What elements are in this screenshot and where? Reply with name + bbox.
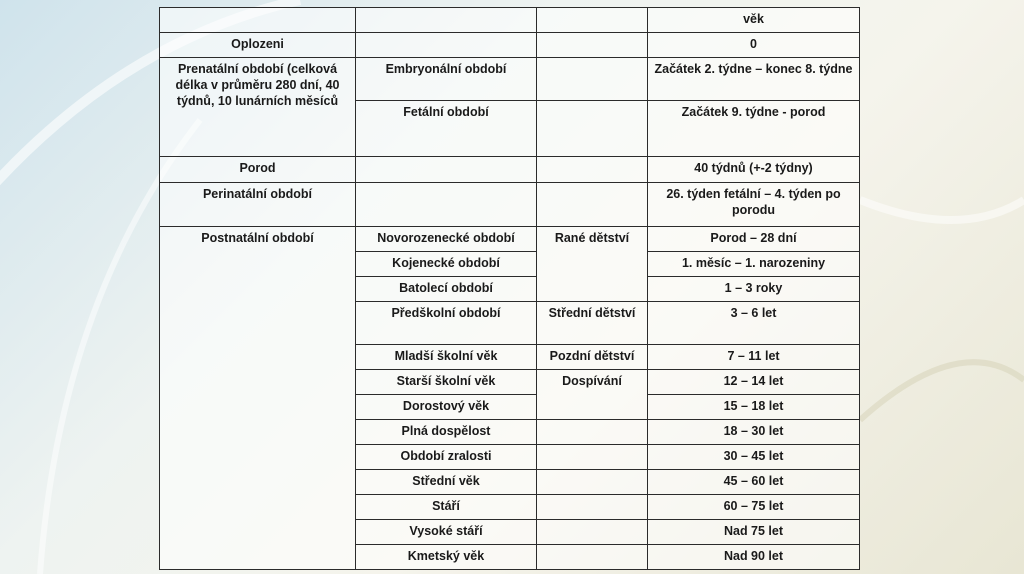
period-age: 60 – 75 let: [648, 495, 860, 520]
period-age: 30 – 45 let: [648, 445, 860, 470]
header-row: [160, 8, 860, 33]
embryo-label: Embryonální období: [356, 58, 537, 101]
porod-age: 40 týdnů (+-2 týdny): [648, 157, 860, 183]
table-row: [160, 58, 860, 101]
empty-cell: [537, 101, 648, 157]
table-row: [160, 33, 860, 58]
period-age: 7 – 11 let: [648, 345, 860, 370]
empty-cell: [537, 470, 648, 495]
period-label: Střední věk: [356, 470, 537, 495]
period-age: Nad 75 let: [648, 520, 860, 545]
perinatal-age: 26. týden fetální – 4. týden po porodu: [648, 183, 860, 227]
dospivani-label: Dospívání: [537, 370, 648, 420]
table-row: [160, 183, 860, 227]
header-age: věk: [648, 8, 860, 33]
porod-label: Porod: [160, 157, 356, 183]
stredni-detstvi-label: Střední dětství: [537, 302, 648, 345]
oplozeni-label: Oplozeni: [160, 33, 356, 58]
empty-cell: [537, 545, 648, 570]
period-label: Starší školní věk: [356, 370, 537, 395]
period-age: 3 – 6 let: [648, 302, 860, 345]
period-age: 12 – 14 let: [648, 370, 860, 395]
period-label: Předškolní období: [356, 302, 537, 345]
empty-cell: [356, 183, 537, 227]
fetal-age: Začátek 9. týdne - porod: [648, 101, 860, 157]
empty-cell: [537, 58, 648, 101]
empty-cell: [356, 33, 537, 58]
period-label: Plná dospělost: [356, 420, 537, 445]
period-label: Vysoké stáří: [356, 520, 537, 545]
postnatal-label: Postnatální období: [160, 227, 356, 570]
empty-cell: [537, 420, 648, 445]
empty-cell: [356, 157, 537, 183]
embryo-age: Začátek 2. týdne – konec 8. týdne: [648, 58, 860, 101]
prenatal-label: Prenatální období (celková délka v průměru 280 dní, 40 týdnů, 10 lunárních měsíců: [160, 58, 356, 157]
period-age: Nad 90 let: [648, 545, 860, 570]
period-age: Porod – 28 dní: [648, 227, 860, 252]
fetal-label: Fetální období: [356, 101, 537, 157]
period-age: 1. měsíc – 1. narozeniny: [648, 252, 860, 277]
oplozeni-age: 0: [648, 33, 860, 58]
perinatal-label: Perinatální období: [160, 183, 356, 227]
period-label: Dorostový věk: [356, 395, 537, 420]
period-label: Kojenecké období: [356, 252, 537, 277]
development-periods-table: [159, 7, 860, 570]
empty-cell: [537, 495, 648, 520]
period-age: 18 – 30 let: [648, 420, 860, 445]
rane-detstvi-label: Rané dětství: [537, 227, 648, 302]
period-age: 1 – 3 roky: [648, 277, 860, 302]
period-label: Novorozenecké období: [356, 227, 537, 252]
period-label: Batolecí období: [356, 277, 537, 302]
empty-cell: [537, 445, 648, 470]
period-label: Kmetský věk: [356, 545, 537, 570]
period-label: Mladší školní věk: [356, 345, 537, 370]
period-age: 45 – 60 let: [648, 470, 860, 495]
period-age: 15 – 18 let: [648, 395, 860, 420]
table-row: [160, 157, 860, 183]
period-label: Období zralosti: [356, 445, 537, 470]
empty-cell: [537, 33, 648, 58]
header-cell-2: [356, 8, 537, 33]
header-cell-3: [537, 8, 648, 33]
empty-cell: [537, 520, 648, 545]
empty-cell: [537, 183, 648, 227]
pozdni-detstvi-label: Pozdní dětství: [537, 345, 648, 370]
period-label: Stáří: [356, 495, 537, 520]
table-row: [160, 227, 860, 252]
empty-cell: [537, 157, 648, 183]
header-cell-1: [160, 8, 356, 33]
